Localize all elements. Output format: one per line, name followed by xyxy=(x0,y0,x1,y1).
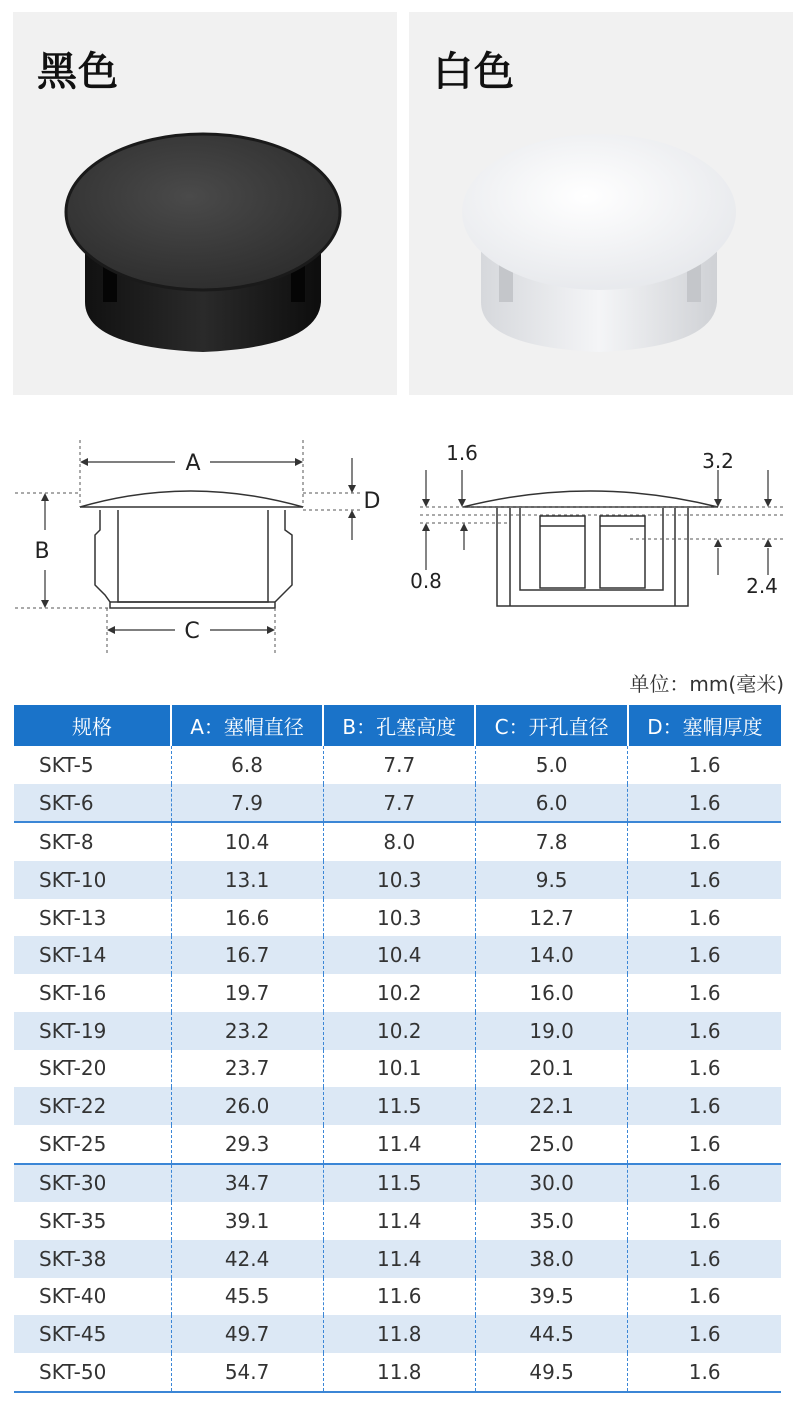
cell-plug-height: 7.7 xyxy=(323,784,475,823)
cell-cap-thickness: 1.6 xyxy=(628,861,781,899)
cell-plug-height: 10.2 xyxy=(323,1012,475,1050)
table-row xyxy=(14,1353,781,1392)
cell-spec: SKT-6 xyxy=(14,784,171,823)
table-row xyxy=(14,1278,781,1316)
cell-plug-height: 7.7 xyxy=(323,746,475,784)
cell-cap-diameter: 13.1 xyxy=(171,861,323,899)
cell-spec: SKT-16 xyxy=(39,980,107,1005)
white-plug-image xyxy=(409,12,793,395)
table-row xyxy=(14,784,781,823)
cell-hole-diameter: 6.0 xyxy=(475,784,628,823)
cell-cap-thickness: 1.6 xyxy=(628,936,781,974)
cell-hole-diameter: 12.7 xyxy=(475,899,628,937)
cell-cap-diameter: 49.7 xyxy=(171,1315,323,1353)
cell-cap-thickness: 1.6 xyxy=(628,746,781,784)
cell-hole-diameter: 14.0 xyxy=(475,936,628,974)
table-row xyxy=(14,936,781,974)
cell-hole-diameter: 20.1 xyxy=(475,1050,628,1088)
cell-cap-thickness: 1.6 xyxy=(628,1012,781,1050)
cell-cap-thickness: 1.6 xyxy=(628,1240,781,1278)
cell-cap-diameter: 16.7 xyxy=(171,936,323,974)
cell-spec: SKT-10 xyxy=(14,861,171,899)
dim-label-1-6: 1.6 xyxy=(446,441,478,465)
cell-plug-height: 11.5 xyxy=(323,1164,475,1203)
cell-cap-diameter: 19.7 xyxy=(171,974,323,1012)
cell-cap-diameter: 39.1 xyxy=(171,1202,323,1240)
cell-cap-thickness: 1.6 xyxy=(628,1278,781,1316)
cell-cap-diameter: 10.4 xyxy=(171,822,323,861)
header-cap-thickness: D：塞帽厚度 xyxy=(628,705,781,746)
cell-cap-diameter: 54.7 xyxy=(171,1353,323,1392)
cell-hole-diameter: 7.8 xyxy=(475,822,628,861)
cell-hole-diameter: 38.0 xyxy=(475,1240,628,1278)
cell-hole-diameter: 22.1 xyxy=(475,1087,628,1125)
cell-hole-diameter: 39.5 xyxy=(475,1278,628,1316)
cell-hole-diameter: 44.5 xyxy=(475,1315,628,1353)
dim-label-2-4: 2.4 xyxy=(746,574,778,598)
cell-cap-diameter: 34.7 xyxy=(171,1164,323,1203)
cell-plug-height: 10.3 xyxy=(323,899,475,937)
table-row xyxy=(14,1202,781,1240)
cell-cap-thickness: 1.6 xyxy=(628,899,781,937)
table-row xyxy=(14,1315,781,1353)
cell-spec: SKT-14 xyxy=(14,936,171,974)
cell-plug-height: 11.4 xyxy=(323,1125,475,1164)
cell-cap-diameter: 42.4 xyxy=(171,1240,323,1278)
dim-label-0-8: 0.8 xyxy=(410,569,442,593)
cell-hole-diameter: 5.0 xyxy=(475,746,628,784)
cell-spec: SKT-25 xyxy=(39,1131,107,1156)
white-product-photo xyxy=(409,12,793,395)
cell-spec: SKT-22 xyxy=(14,1087,171,1125)
cell-spec: SKT-45 xyxy=(14,1315,171,1353)
black-product-photo xyxy=(13,12,397,395)
cell-plug-height: 8.0 xyxy=(323,822,475,861)
dim-label-c: C xyxy=(184,619,200,644)
cell-spec: SKT-40 xyxy=(39,1284,107,1309)
cell-plug-height: 10.4 xyxy=(323,936,475,974)
cell-cap-thickness: 1.6 xyxy=(628,1202,781,1240)
dim-label-a: A xyxy=(185,451,201,476)
cell-plug-height: 11.5 xyxy=(323,1087,475,1125)
cell-hole-diameter: 25.0 xyxy=(475,1125,628,1164)
table-row xyxy=(14,1240,781,1278)
dim-label-b: B xyxy=(34,539,50,564)
cell-spec: SKT-35 xyxy=(39,1209,107,1234)
cell-cap-thickness: 1.6 xyxy=(628,1315,781,1353)
cell-cap-thickness: 1.6 xyxy=(628,1125,781,1164)
header-cap-diameter: A：塞帽直径 xyxy=(171,705,323,746)
table-row xyxy=(14,746,781,784)
cell-spec: SKT-13 xyxy=(39,905,107,930)
cell-spec: SKT-8 xyxy=(14,822,171,861)
black-plug-image xyxy=(13,12,397,395)
cell-plug-height: 10.2 xyxy=(323,974,475,1012)
cell-plug-height: 11.4 xyxy=(323,1202,475,1240)
cell-cap-thickness: 1.6 xyxy=(628,974,781,1012)
table-row xyxy=(14,1164,781,1203)
cell-hole-diameter: 35.0 xyxy=(475,1202,628,1240)
cell-cap-diameter: 7.9 xyxy=(171,784,323,823)
cell-cap-diameter: 29.3 xyxy=(171,1125,323,1164)
table-row xyxy=(14,822,781,861)
cell-plug-height: 11.8 xyxy=(323,1353,475,1392)
cell-cap-thickness: 1.6 xyxy=(628,784,781,823)
cell-spec: SKT-38 xyxy=(14,1240,171,1278)
cell-hole-diameter: 16.0 xyxy=(475,974,628,1012)
cell-cap-diameter: 23.7 xyxy=(171,1050,323,1088)
cell-hole-diameter: 30.0 xyxy=(475,1164,628,1203)
dim-label-3-2: 3.2 xyxy=(702,449,734,473)
cell-plug-height: 10.3 xyxy=(323,861,475,899)
cell-cap-diameter: 6.8 xyxy=(171,746,323,784)
cell-cap-thickness: 1.6 xyxy=(628,1353,781,1392)
cell-spec: SKT-30 xyxy=(14,1164,171,1203)
cell-cap-thickness: 1.6 xyxy=(628,1050,781,1088)
photo-label-black: 黑色 xyxy=(37,49,119,95)
table-row xyxy=(14,899,781,937)
cell-plug-height: 11.4 xyxy=(323,1240,475,1278)
cell-cap-thickness: 1.6 xyxy=(628,822,781,861)
cell-cap-diameter: 26.0 xyxy=(171,1087,323,1125)
cell-plug-height: 11.8 xyxy=(323,1315,475,1353)
table-row xyxy=(14,1050,781,1088)
cell-spec: SKT-19 xyxy=(14,1012,171,1050)
table-row xyxy=(14,1087,781,1125)
table-row xyxy=(14,861,781,899)
cell-hole-diameter: 9.5 xyxy=(475,861,628,899)
table-row xyxy=(14,974,781,1012)
cell-spec: SKT-20 xyxy=(39,1056,107,1081)
header-hole-diameter: C：开孔直径 xyxy=(475,705,628,746)
spec-table xyxy=(14,705,781,1393)
table-header-row xyxy=(14,705,781,746)
cell-cap-diameter: 16.6 xyxy=(171,899,323,937)
cell-hole-diameter: 49.5 xyxy=(475,1353,628,1392)
header-plug-height: B：孔塞高度 xyxy=(323,705,475,746)
cell-plug-height: 10.1 xyxy=(323,1050,475,1088)
table-row xyxy=(14,1012,781,1050)
dim-label-d: D xyxy=(363,489,381,514)
header-spec: 规格 xyxy=(14,705,171,746)
unit-label: 单位：mm(毫米) xyxy=(629,672,784,696)
cell-cap-thickness: 1.6 xyxy=(628,1164,781,1203)
table-row xyxy=(14,1125,781,1164)
cell-hole-diameter: 19.0 xyxy=(475,1012,628,1050)
cell-cap-thickness: 1.6 xyxy=(628,1087,781,1125)
cell-spec: SKT-5 xyxy=(39,752,94,777)
cell-spec: SKT-50 xyxy=(14,1353,171,1392)
cell-plug-height: 11.6 xyxy=(323,1278,475,1316)
cell-cap-diameter: 23.2 xyxy=(171,1012,323,1050)
photo-label-white: 白色 xyxy=(433,49,515,95)
section-dimension-diagram xyxy=(400,430,800,660)
cell-cap-diameter: 45.5 xyxy=(171,1278,323,1316)
side-dimension-diagram xyxy=(0,430,400,660)
